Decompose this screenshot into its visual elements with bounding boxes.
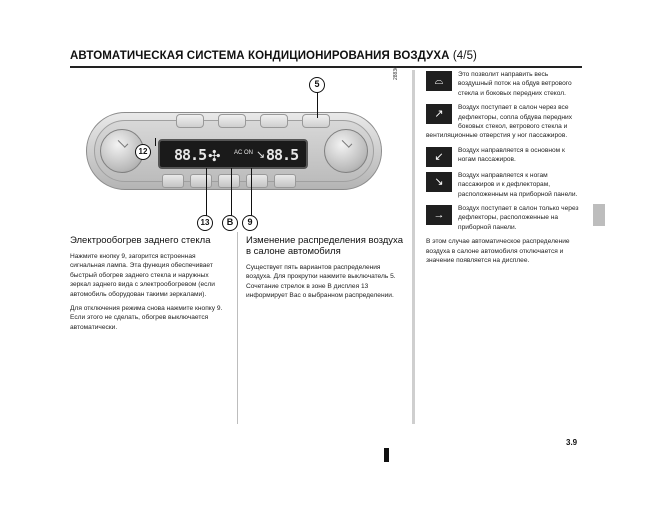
display-ac: AC ON xyxy=(234,150,254,156)
airflow-mode-text: Воздух направляется к ногам пассажиров и к дефлекторам, расположенным на приборной панели. xyxy=(458,171,578,198)
panel-bottom-button xyxy=(218,174,240,188)
panel-bottom-button xyxy=(162,174,184,188)
air-distribution-heading: Изменение распределения воздуха в салоне автомобиля xyxy=(246,235,403,257)
airflow-icon: ↘ xyxy=(256,149,266,161)
airflow-face-icon: → xyxy=(426,205,452,225)
callout-9: 9 xyxy=(242,215,258,231)
title-rule xyxy=(70,66,582,68)
climate-display xyxy=(158,139,308,169)
airflow-mode-item xyxy=(426,103,584,141)
panel-top-button xyxy=(302,114,330,128)
leader-line xyxy=(231,168,232,217)
leader-line xyxy=(155,138,156,146)
title-suffix: (4/5) xyxy=(452,50,477,62)
air-distribution-paragraph: Существует пять вариантов распределения воздуха. Для прокрутки нажмите выключатель 5. Сочетание стрелок в зоне B дисплея 13 информирует Вас о выбранном распределении. xyxy=(246,264,396,300)
airflow-mode-text: Воздух поступает в салон только через дефлекторы, расположенные на приборной панели. xyxy=(458,205,579,231)
panel-bottom-button xyxy=(246,174,268,188)
panel-bottom-button xyxy=(190,174,212,188)
panel-bottom-button xyxy=(274,174,296,188)
callout-12: 12 xyxy=(135,144,151,160)
airflow-mode-item xyxy=(426,146,584,166)
title-main: АВТОМАТИЧЕСКАЯ СИСТЕМА КОНДИЦИОНИРОВАНИЯ ВОЗДУХА xyxy=(70,50,450,62)
airflow-mode-item xyxy=(426,70,584,98)
column-divider xyxy=(412,70,415,424)
fan-icon: ✣ xyxy=(208,148,221,165)
figure-code: 28836 xyxy=(393,66,399,80)
rear-defrost-paragraph: Для отключения режима снова нажмите кнопку 9. Если этого не сделать, обогрев выключается автоматически. xyxy=(70,305,223,331)
windshield-icon: ⌓ xyxy=(426,71,452,91)
air-distribution-section xyxy=(246,235,404,306)
panel-top-button xyxy=(260,114,288,128)
rear-defrost-section xyxy=(70,235,230,337)
airflow-note: В этом случае автоматическое распределение воздуха в салоне автомобиля отключается и значение появляется на дисплее. xyxy=(426,238,570,265)
airflow-windshield-face-feet-icon: ↗ xyxy=(426,104,452,124)
leader-line xyxy=(317,92,318,118)
column-divider xyxy=(237,232,238,424)
airflow-mode-text: Воздух поступает в салон через все дефлекторы, сопла обдува передних боковых стекол, ветрового стекла и вентиляционные отверстия у ног пассажиров. xyxy=(426,104,573,140)
callout-13: 13 xyxy=(197,215,213,231)
panel-top-button xyxy=(176,114,204,128)
airflow-face-feet-icon: ↘ xyxy=(426,172,452,192)
callout-5: 5 xyxy=(309,77,325,93)
climate-panel-illustration xyxy=(84,84,384,234)
airflow-modes-section xyxy=(426,70,584,271)
chapter-tab xyxy=(593,204,605,226)
panel-top-button xyxy=(218,114,246,128)
airflow-mode-item xyxy=(426,171,584,199)
airflow-mode-text: Воздух направляется в основном к ногам пассажиров. xyxy=(458,146,565,164)
print-mark xyxy=(384,448,389,462)
leader-line xyxy=(251,168,252,217)
display-temp-left: 88.5 xyxy=(174,146,207,164)
right-temperature-knob xyxy=(324,129,368,173)
page-title xyxy=(70,50,477,62)
page-number: 3.9 xyxy=(566,438,578,447)
callout-b: B xyxy=(222,215,238,231)
leader-line xyxy=(206,168,207,217)
rear-defrost-paragraph: Нажмите кнопку 9, загорится встроенная сигнальная лампа. Эта функция обеспечивает быстрый обогрев заднего стекла и наружных зеркал заднего вида с электрообогревом (если автомобиль оборудован такими зеркалами). xyxy=(70,253,215,298)
airflow-feet-icon: ↙ xyxy=(426,147,452,167)
airflow-mode-item xyxy=(426,204,584,232)
display-temp-right: 88.5 xyxy=(266,146,299,164)
rear-defrost-heading: Электрообогрев заднего стекла xyxy=(70,235,211,246)
airflow-mode-text: Это позволит направить весь воздушный поток на обдув ветрового стекла и боковых передних стекол. xyxy=(458,71,572,97)
